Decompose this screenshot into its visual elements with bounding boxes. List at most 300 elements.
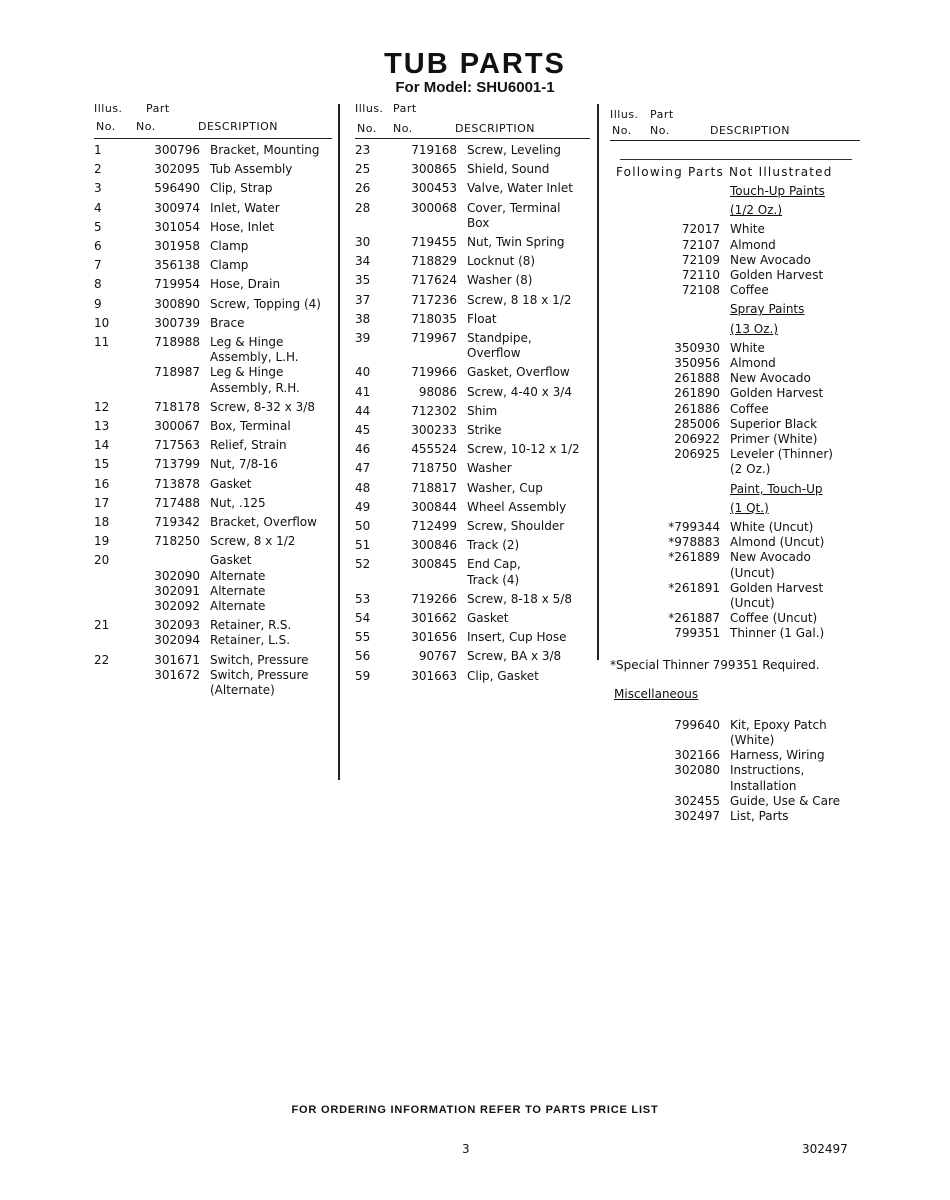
part-no: 300844 <box>411 499 457 514</box>
description: New Avocado <box>730 252 811 267</box>
illus-no: 47 <box>355 461 371 476</box>
description: New Avocado <box>730 550 811 565</box>
illus-no: 11 <box>94 335 110 350</box>
table-row <box>94 181 332 196</box>
illus-no: 20 <box>94 553 110 568</box>
description: Inlet, Water <box>210 200 280 215</box>
misc-title: Miscellaneous <box>614 686 699 701</box>
illus-no <box>610 733 650 748</box>
part-no: 719342 <box>154 515 200 530</box>
header-no: No. <box>96 120 116 133</box>
footer-note: FOR ORDERING INFORMATION REFER TO PARTS PRICE LIST <box>291 1104 659 1116</box>
description: Locknut (8) <box>467 254 536 269</box>
description: Switch, Pressure <box>210 652 309 667</box>
illus-no: 54 <box>355 611 371 626</box>
illus-no: 12 <box>94 399 110 414</box>
illus-no <box>94 381 132 396</box>
part-no: 302080 <box>674 763 720 778</box>
part-no <box>391 216 457 231</box>
part-no: 719168 <box>411 143 457 157</box>
illus-no <box>94 668 132 683</box>
group-heading-text: Paint, Touch-Up <box>730 481 823 496</box>
part-no: 72109 <box>681 252 720 267</box>
part-no: *261887 <box>668 611 720 626</box>
table-row <box>94 633 332 648</box>
illus-no <box>610 501 650 516</box>
table-row <box>355 312 590 327</box>
part-no: 300233 <box>411 423 457 438</box>
table-row <box>355 254 590 269</box>
description: Washer <box>467 461 512 476</box>
description: Bracket, Mounting <box>210 143 320 157</box>
illus-no <box>610 322 650 337</box>
table-row <box>355 630 590 645</box>
description: (Uncut) <box>730 565 775 580</box>
part-no: 285006 <box>674 416 720 431</box>
part-no: *261891 <box>668 580 720 595</box>
column-header <box>94 100 332 139</box>
table-row <box>610 417 860 432</box>
table-row <box>355 162 590 177</box>
illus-no: 8 <box>94 277 102 292</box>
illus-no <box>610 748 650 763</box>
description: Bracket, Overflow <box>210 515 317 530</box>
illus-no: 55 <box>355 630 371 645</box>
illus-no <box>610 341 650 356</box>
part-no: 302497 <box>674 808 720 823</box>
header-part-no: No. <box>136 120 156 133</box>
description: Retainer, L.S. <box>210 633 291 648</box>
part-no: 718987 <box>154 365 200 380</box>
illus-no <box>355 346 391 361</box>
illus-no: 23 <box>355 143 371 157</box>
description: Coffee (Uncut) <box>730 611 818 626</box>
table-row <box>355 669 590 684</box>
description: Retainer, R.S. <box>210 618 292 633</box>
table-row <box>94 438 332 453</box>
illus-no: 56 <box>355 649 371 664</box>
part-no: 302455 <box>674 793 720 808</box>
part-no: 98086 <box>418 384 457 399</box>
table-row <box>610 447 860 462</box>
header-description: DESCRIPTION <box>710 124 790 137</box>
part-no <box>650 203 720 218</box>
illus-no <box>610 386 650 401</box>
part-no <box>650 322 720 337</box>
illus-no <box>610 371 650 386</box>
part-no <box>650 482 720 497</box>
header-illus: Illus. <box>610 108 639 121</box>
illus-no: 49 <box>355 499 371 514</box>
illus-no <box>610 402 650 417</box>
description: Screw, 8-32 x 3/8 <box>210 399 315 414</box>
illus-no <box>94 599 132 614</box>
illus-no <box>94 633 132 648</box>
table-row <box>94 618 332 633</box>
table-row <box>355 592 590 607</box>
illus-no: 59 <box>355 668 371 683</box>
table-row <box>610 763 860 778</box>
table-row <box>94 162 332 177</box>
illus-no <box>610 447 650 462</box>
illus-no <box>610 356 650 371</box>
description: Switch, Pressure <box>210 667 309 682</box>
part-no: 717563 <box>154 438 200 453</box>
parts-column-3 <box>610 100 860 824</box>
header-description: DESCRIPTION <box>455 122 535 135</box>
parts-column-1 <box>94 100 332 698</box>
group-heading <box>610 302 860 317</box>
part-no <box>132 350 200 365</box>
illus-no: 5 <box>94 219 102 234</box>
description: End Cap, <box>467 557 521 572</box>
description: Clamp <box>210 258 249 273</box>
part-no <box>650 302 720 317</box>
table-row <box>94 496 332 511</box>
description: Leg & Hinge <box>210 365 284 380</box>
part-no: 719967 <box>411 331 457 346</box>
illus-no: 14 <box>94 438 110 453</box>
description: Almond (Uncut) <box>730 535 825 550</box>
illus-no <box>610 550 650 565</box>
illus-no: 19 <box>94 534 110 549</box>
table-row <box>355 385 590 400</box>
illus-no: 52 <box>355 557 371 572</box>
illus-no <box>610 809 650 824</box>
description: Nut, .125 <box>210 495 266 510</box>
description: Screw, 8 x 1/2 <box>210 534 296 549</box>
header-no: No. <box>357 122 377 135</box>
group-heading <box>610 501 860 516</box>
table-row <box>94 350 332 365</box>
illus-no: 35 <box>355 273 371 288</box>
table-row <box>94 239 332 254</box>
table-row <box>355 181 590 196</box>
description: Harness, Wiring <box>730 748 825 763</box>
page-number: 3 <box>462 1142 470 1156</box>
part-no: 302092 <box>154 599 200 614</box>
header-part-no: No. <box>650 124 670 137</box>
part-no: 719455 <box>411 235 457 250</box>
table-row <box>355 365 590 380</box>
part-no: 718250 <box>154 534 200 549</box>
part-no: 302166 <box>674 748 720 763</box>
table-row <box>610 794 860 809</box>
illus-no: 38 <box>355 311 371 326</box>
table-row <box>610 402 860 417</box>
description: Hose, Inlet <box>210 219 275 234</box>
illus-no <box>610 417 650 432</box>
table-row <box>355 346 590 361</box>
table-row <box>355 423 590 438</box>
illus-no <box>610 482 650 497</box>
table-row <box>355 611 590 626</box>
illus-no <box>610 462 650 477</box>
page-subtitle: For Model: SHU6001-1 <box>395 79 555 96</box>
table-row <box>94 297 332 312</box>
description: New Avocado <box>730 371 811 386</box>
description: Clip, Gasket <box>467 668 539 683</box>
illus-no <box>610 794 650 809</box>
part-no: 301672 <box>154 667 200 682</box>
table-row <box>610 611 860 626</box>
table-row <box>94 316 332 331</box>
part-no: 302091 <box>154 583 200 598</box>
table-row <box>94 419 332 434</box>
part-no <box>132 553 200 568</box>
description: White (Uncut) <box>730 520 814 535</box>
table-row <box>94 534 332 549</box>
description: Overflow <box>467 346 521 361</box>
table-row <box>355 649 590 664</box>
description: Screw, 4-40 x 3/4 <box>467 384 572 399</box>
illus-no: 9 <box>94 296 102 311</box>
part-no: 300974 <box>154 200 200 215</box>
table-row <box>355 235 590 250</box>
illus-no: 3 <box>94 181 102 196</box>
description: (Alternate) <box>210 683 275 698</box>
illus-no: 18 <box>94 515 110 530</box>
table-row <box>94 277 332 292</box>
group-heading <box>610 184 860 199</box>
part-no: 596490 <box>154 181 200 196</box>
header-part: Part <box>393 102 417 115</box>
table-row <box>94 365 332 380</box>
part-no: 301671 <box>154 652 200 667</box>
description: Clamp <box>210 239 249 254</box>
section-title: Following Parts Not Illustrated <box>616 165 833 179</box>
illus-no: 1 <box>94 143 102 157</box>
page-title: TUB PARTS <box>384 48 566 80</box>
description: Golden Harvest <box>730 580 824 595</box>
part-no: 72110 <box>681 268 720 283</box>
illus-no: 28 <box>355 200 371 215</box>
illus-no <box>610 626 650 641</box>
part-no: 302090 <box>154 568 200 583</box>
part-no: *261889 <box>668 550 720 565</box>
description: Kit, Epoxy Patch <box>730 717 827 732</box>
description: (White) <box>730 732 775 747</box>
table-row <box>355 500 590 515</box>
illus-no <box>610 520 650 535</box>
table-row <box>610 596 860 611</box>
description: Coffee <box>730 283 769 298</box>
part-no: *799344 <box>668 520 720 535</box>
description: Shim <box>467 403 498 418</box>
table-row <box>610 268 860 283</box>
table-row <box>610 238 860 253</box>
table-row <box>355 538 590 553</box>
illus-no <box>610 581 650 596</box>
description: Cover, Terminal <box>467 200 561 215</box>
description: Alternate <box>210 599 266 614</box>
description: Superior Black <box>730 416 818 431</box>
description: Washer, Cup <box>467 480 543 495</box>
part-no <box>650 733 720 748</box>
header-no: No. <box>612 124 632 137</box>
illus-no: 6 <box>94 239 102 254</box>
illus-no <box>610 253 650 268</box>
header-illus: Illus. <box>94 102 123 115</box>
part-no: 301663 <box>411 668 457 683</box>
part-no: 300865 <box>411 162 457 177</box>
description: Thinner (1 Gal.) <box>730 626 825 641</box>
group-heading <box>610 482 860 497</box>
illus-no <box>94 584 132 599</box>
table-row <box>610 283 860 298</box>
description: Gasket <box>210 476 252 491</box>
illus-no: 22 <box>94 652 110 667</box>
document-number: 302497 <box>802 1142 848 1156</box>
part-no <box>650 462 720 477</box>
table-row <box>355 143 590 158</box>
table-row <box>355 216 590 231</box>
illus-no: 17 <box>94 495 110 510</box>
illus-no <box>94 350 132 365</box>
table-row <box>610 733 860 748</box>
header-description: DESCRIPTION <box>198 120 278 133</box>
part-no: 718035 <box>411 311 457 326</box>
description: Nut, 7/8-16 <box>210 457 278 472</box>
illus-no: 45 <box>355 423 371 438</box>
illus-no: 40 <box>355 365 371 380</box>
group-heading-text: (1 Qt.) <box>730 500 769 515</box>
special-note: *Special Thinner 799351 Required. <box>610 657 820 672</box>
part-no: 72107 <box>681 237 720 252</box>
illus-no: 39 <box>355 331 371 346</box>
table-row <box>610 581 860 596</box>
part-no: 206925 <box>674 447 720 462</box>
part-no: 72017 <box>681 222 720 237</box>
part-no: 718988 <box>154 335 200 350</box>
illus-no: 51 <box>355 538 371 553</box>
part-no: 301656 <box>411 630 457 645</box>
description: (2 Oz.) <box>730 462 771 477</box>
illus-no <box>610 222 650 237</box>
header-illus: Illus. <box>355 102 384 115</box>
table-row <box>94 515 332 530</box>
part-no: 718750 <box>411 461 457 476</box>
illus-no: 46 <box>355 442 371 457</box>
table-row <box>610 550 860 565</box>
description: Gasket <box>467 611 509 626</box>
table-row <box>610 535 860 550</box>
description: Alternate <box>210 568 266 583</box>
illus-no: 37 <box>355 292 371 307</box>
part-no: 302093 <box>154 618 200 633</box>
table-row <box>355 404 590 419</box>
part-no: 72108 <box>681 283 720 298</box>
table-row <box>94 653 332 668</box>
table-row <box>94 569 332 584</box>
illus-no <box>610 718 650 733</box>
description: Track (2) <box>467 538 520 553</box>
part-no: 717236 <box>411 292 457 307</box>
table-row <box>355 557 590 572</box>
illus-no: 44 <box>355 403 371 418</box>
illus-no <box>610 203 650 218</box>
table-row <box>94 668 332 683</box>
illus-no <box>355 573 391 588</box>
part-no <box>132 381 200 396</box>
illus-no: 16 <box>94 476 110 491</box>
part-no: 717624 <box>411 273 457 288</box>
misc-list <box>610 718 860 824</box>
table-row <box>610 626 860 641</box>
table-row <box>610 718 860 733</box>
description: Guide, Use & Care <box>730 793 841 808</box>
description: Insert, Cup Hose <box>467 630 567 645</box>
part-no: 712499 <box>411 519 457 534</box>
illus-no: 7 <box>94 258 102 273</box>
table-row <box>94 457 332 472</box>
description: Float <box>467 311 497 326</box>
column-header <box>355 100 590 139</box>
description: Coffee <box>730 401 769 416</box>
part-no: 350930 <box>674 340 720 355</box>
illus-no <box>610 268 650 283</box>
part-no: 717488 <box>154 495 200 510</box>
part-no: 300890 <box>154 296 200 311</box>
header-part: Part <box>146 102 170 115</box>
part-no: 799351 <box>674 626 720 641</box>
description: Screw, Shoulder <box>467 519 565 534</box>
illus-no: 48 <box>355 480 371 495</box>
description: Washer (8) <box>467 273 533 288</box>
illus-no: 25 <box>355 162 371 177</box>
part-no: 300067 <box>154 419 200 434</box>
illus-no <box>610 283 650 298</box>
table-row <box>94 381 332 396</box>
description: Gasket <box>210 553 252 568</box>
part-no <box>650 779 720 794</box>
table-row <box>610 253 860 268</box>
illus-no: 10 <box>94 315 110 330</box>
illus-no: 15 <box>94 457 110 472</box>
table-row <box>94 258 332 273</box>
table-row <box>355 442 590 457</box>
illus-no <box>355 216 391 231</box>
illus-no: 26 <box>355 181 371 196</box>
illus-no <box>610 763 650 778</box>
description: Brace <box>210 315 245 330</box>
part-no: 713799 <box>154 457 200 472</box>
part-no: 799640 <box>674 717 720 732</box>
table-row <box>94 143 332 158</box>
part-no <box>650 501 720 516</box>
part-no: 300453 <box>411 181 457 196</box>
description: Screw, Topping (4) <box>210 296 321 311</box>
part-no: 302094 <box>154 633 200 648</box>
section-rule <box>620 145 852 160</box>
illus-no: 30 <box>355 235 371 250</box>
description: Strike <box>467 423 502 438</box>
part-no: 300068 <box>411 200 457 215</box>
table-row <box>94 220 332 235</box>
part-no <box>391 346 457 361</box>
part-no: 302095 <box>154 162 200 177</box>
illus-no <box>610 238 650 253</box>
illus-no <box>610 779 650 794</box>
part-no: 300796 <box>154 143 200 157</box>
part-no: 718178 <box>154 399 200 414</box>
description: Gasket, Overflow <box>467 365 570 380</box>
illus-no: 34 <box>355 254 371 269</box>
illus-no: 21 <box>94 618 110 633</box>
table-row <box>610 371 860 386</box>
table-row <box>355 481 590 496</box>
table-row <box>610 520 860 535</box>
